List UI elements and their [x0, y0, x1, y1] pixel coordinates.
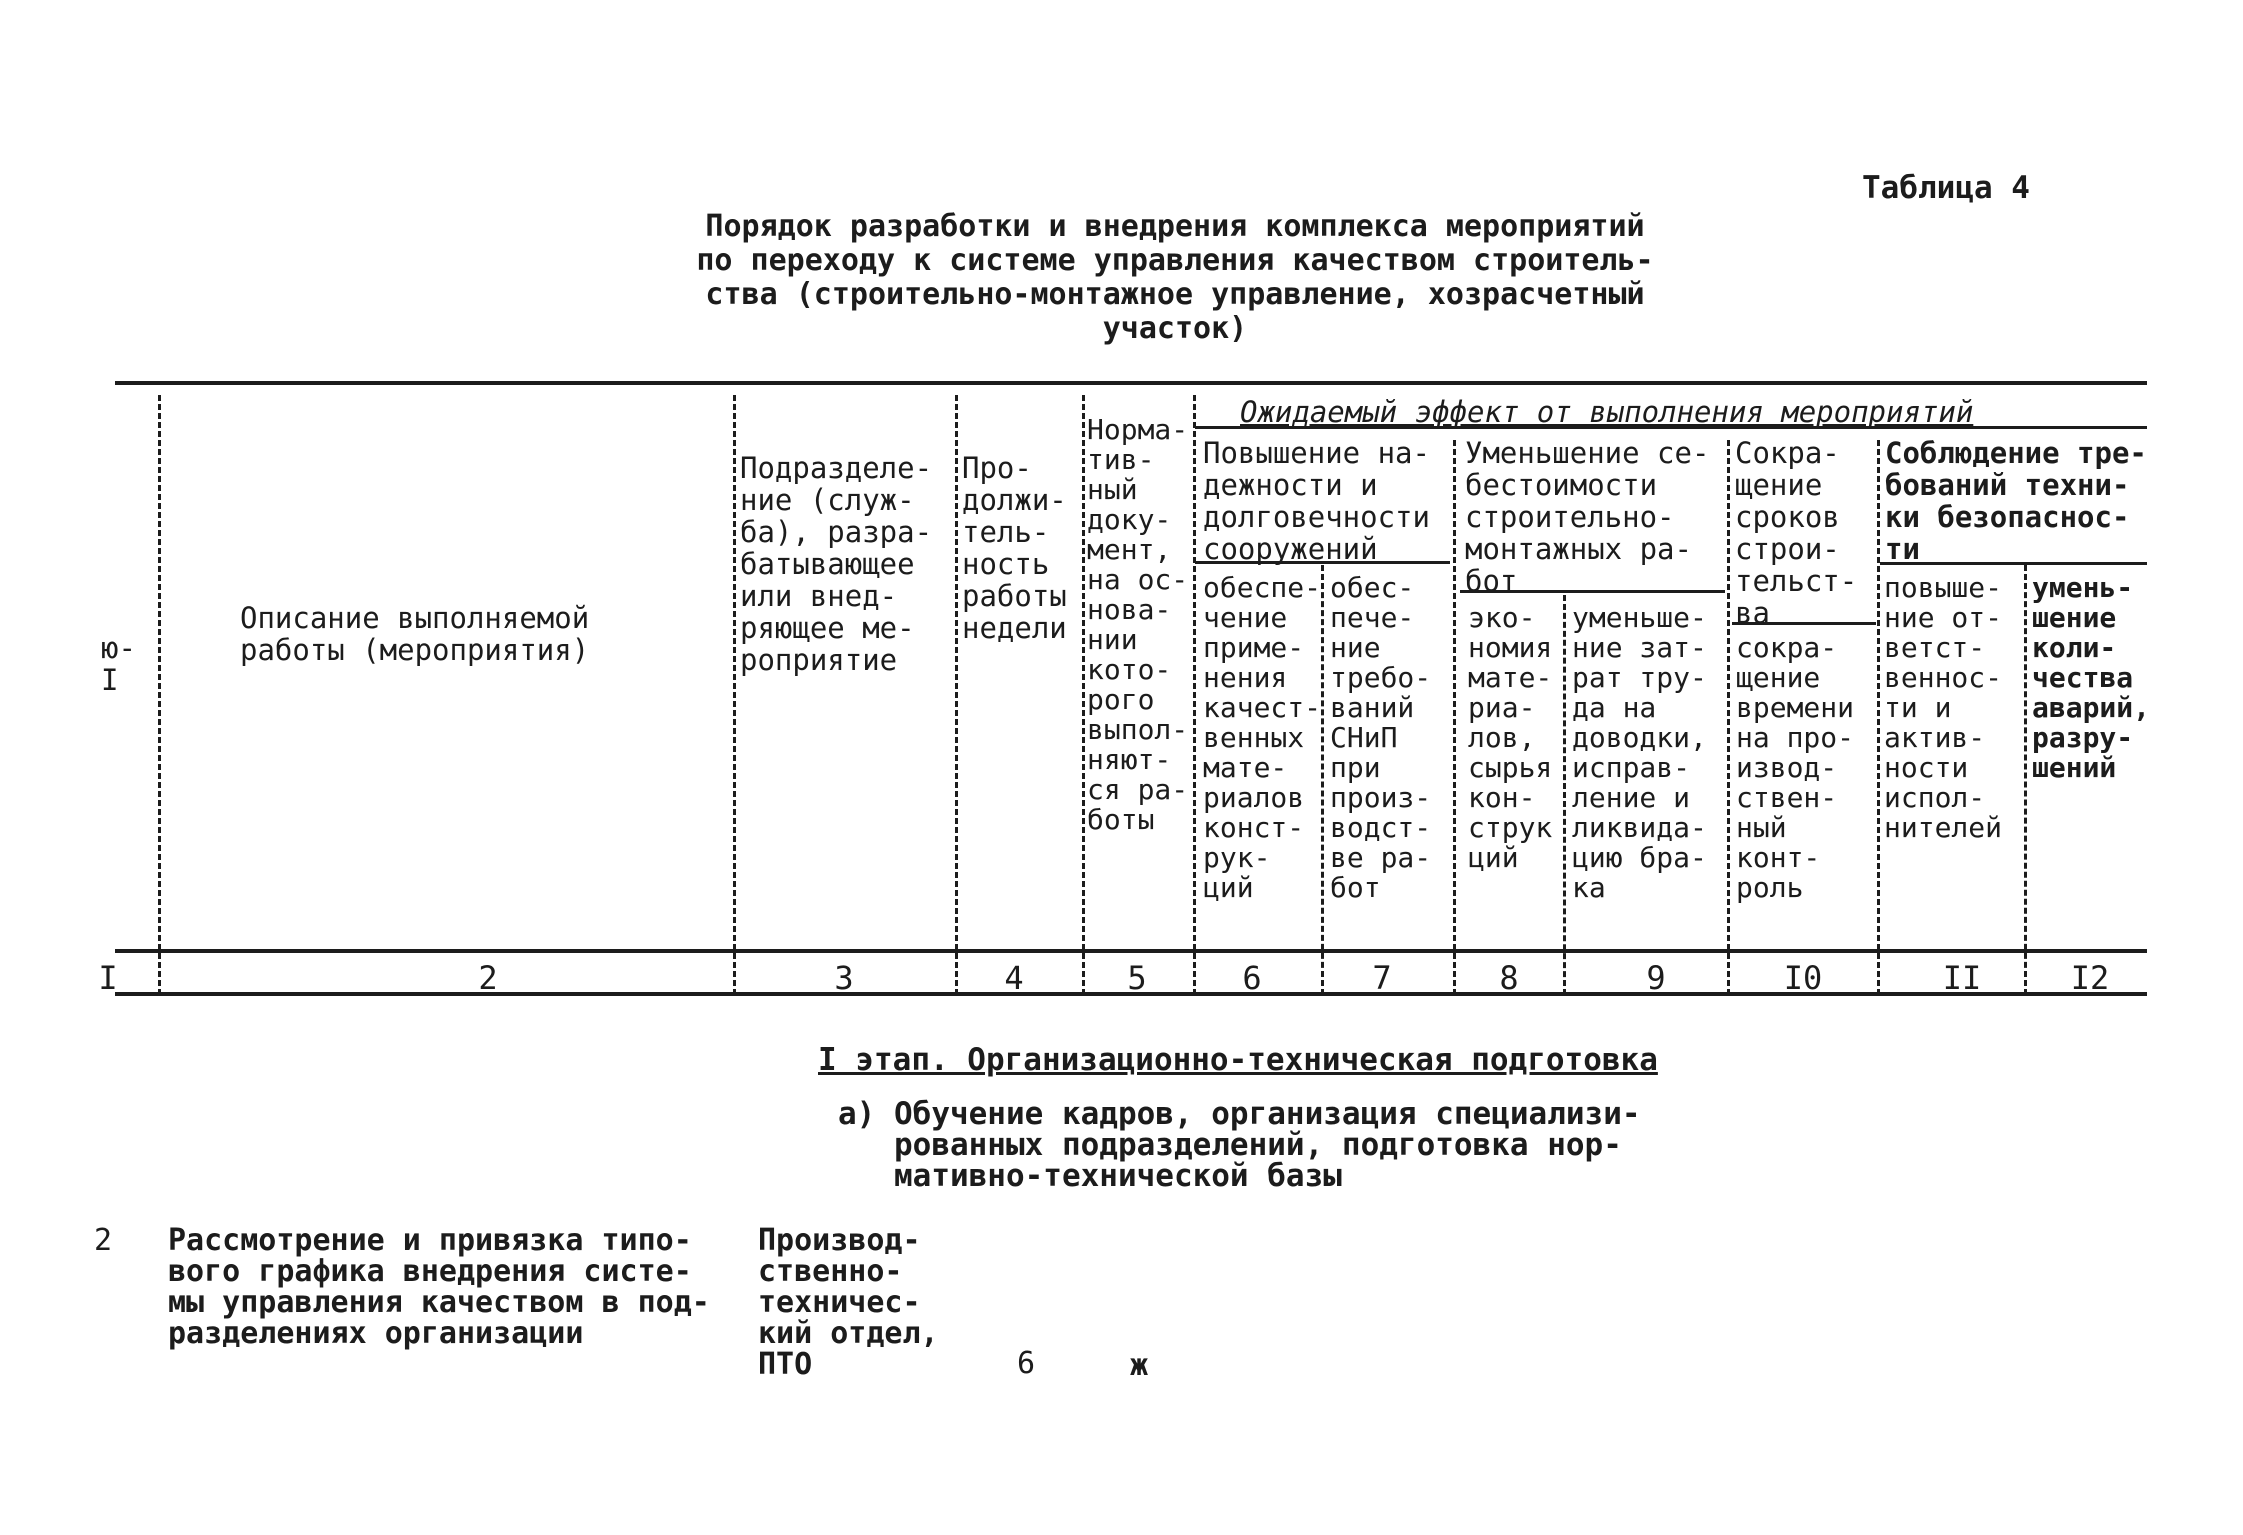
header-col9: уменьше- ние зат- рат тру- да на доводки, исправ- ление и ликвида- цию бра- ка: [1572, 601, 1707, 904]
row-description: Рассмотрение и привязка типо- вого графика внедрения систе- мы управления качеством в под- разделениях организации: [168, 1223, 710, 1351]
header-col6: обеспе- чение приме- нения качест- венных мате- риалов конст- рук- ций: [1203, 571, 1322, 904]
header-col10: сокра- щение времени на про- извод- ствен- ный конт- роль: [1736, 631, 1855, 904]
column-number: I0: [1783, 959, 1823, 997]
header-normative-document: Норма- тив- ный доку- мент, на ос- нова- нии кото- рого выпол- няют- ся ра- боты: [1087, 413, 1189, 836]
header-description: Описание выполняемой работы (мероприятия): [240, 601, 590, 667]
column-separator: [733, 395, 736, 995]
header-reliability: Повышение на- дежности и долговечности сооружений: [1203, 436, 1430, 566]
column-number: I: [98, 959, 118, 997]
column-separator: [1563, 595, 1566, 995]
column-number: 6: [1242, 959, 1262, 997]
table-top-rule: [115, 381, 2147, 385]
column-separator: [1877, 440, 1880, 995]
header-duration: Про- должи- тель- ность работы недели: [962, 451, 1067, 645]
column-number: 4: [1004, 959, 1024, 997]
column-separator: [1082, 395, 1085, 995]
column-number: 7: [1372, 959, 1392, 997]
row-department: Производ- ственно- техничес- кий отдел, ПТО: [758, 1223, 939, 1382]
header-col12: умень- шение коли- чества аварий, разру- шений: [2032, 571, 2151, 784]
row-duration: 6: [1017, 1346, 1036, 1381]
table-label: Таблица 4: [1862, 170, 2030, 206]
header-term-reduction: Сокра- щение сроков строи- тельст- ва: [1735, 436, 1858, 630]
header-department: Подразделе- ние (служ- ба), разра- батывающее или внед- ряющее ме- роприятие: [740, 451, 933, 677]
column-separator: [2024, 565, 2027, 995]
header-col7: обес- пече- ние требо- ваний СНиП при произ- водст- ве ра- бот: [1330, 571, 1432, 904]
header-safety: Соблюдение тре- бований техни- ки безопаснос- ти: [1885, 436, 2147, 566]
column-number: 8: [1499, 959, 1519, 997]
column-number: 9: [1646, 959, 1666, 997]
column-separator: [1193, 395, 1196, 995]
row-mark: ж: [1130, 1348, 1149, 1383]
header-col8: эко- номия мате- риа- лов, сырья кон- струк ций: [1468, 601, 1553, 874]
column-separator: [1321, 565, 1324, 995]
column-separator: [955, 395, 958, 995]
column-number: I2: [2070, 959, 2110, 997]
column-number: 2: [478, 959, 498, 997]
page-title: Порядок разработки и внедрения комплекса мероприятий по переходу к системе управления качеством строитель- ства (строительно-монтажное управление, хозрасчетный участок): [696, 209, 1654, 346]
column-number: 3: [834, 959, 854, 997]
column-number: 5: [1127, 959, 1147, 997]
row-number: 2: [94, 1223, 113, 1258]
column-number: II: [1942, 959, 1982, 997]
column-separator: [1453, 440, 1456, 995]
header-col1: ю- I: [101, 632, 136, 696]
stage-title: I этап. Организационно-техническая подготовка: [818, 1042, 1658, 1078]
header-bottom-rule: [115, 949, 2147, 953]
substage-title: а) Обучение кадров, организация специализи- рованных подразделений, подготовка нор- мативно-технической базы: [838, 1096, 1641, 1194]
header-cost-reduction: Уменьшение се- бестоимости строительно- монтажных ра- бот: [1465, 436, 1710, 598]
column-separator: [1727, 440, 1730, 995]
column-separator: [158, 395, 161, 995]
expected-effect-title: Ожидаемый эффект от выполнения мероприятий: [1240, 395, 1974, 429]
header-col11: повыше- ние от- ветст- веннос- ти и актив- ности испол- нителей: [1884, 571, 2003, 844]
